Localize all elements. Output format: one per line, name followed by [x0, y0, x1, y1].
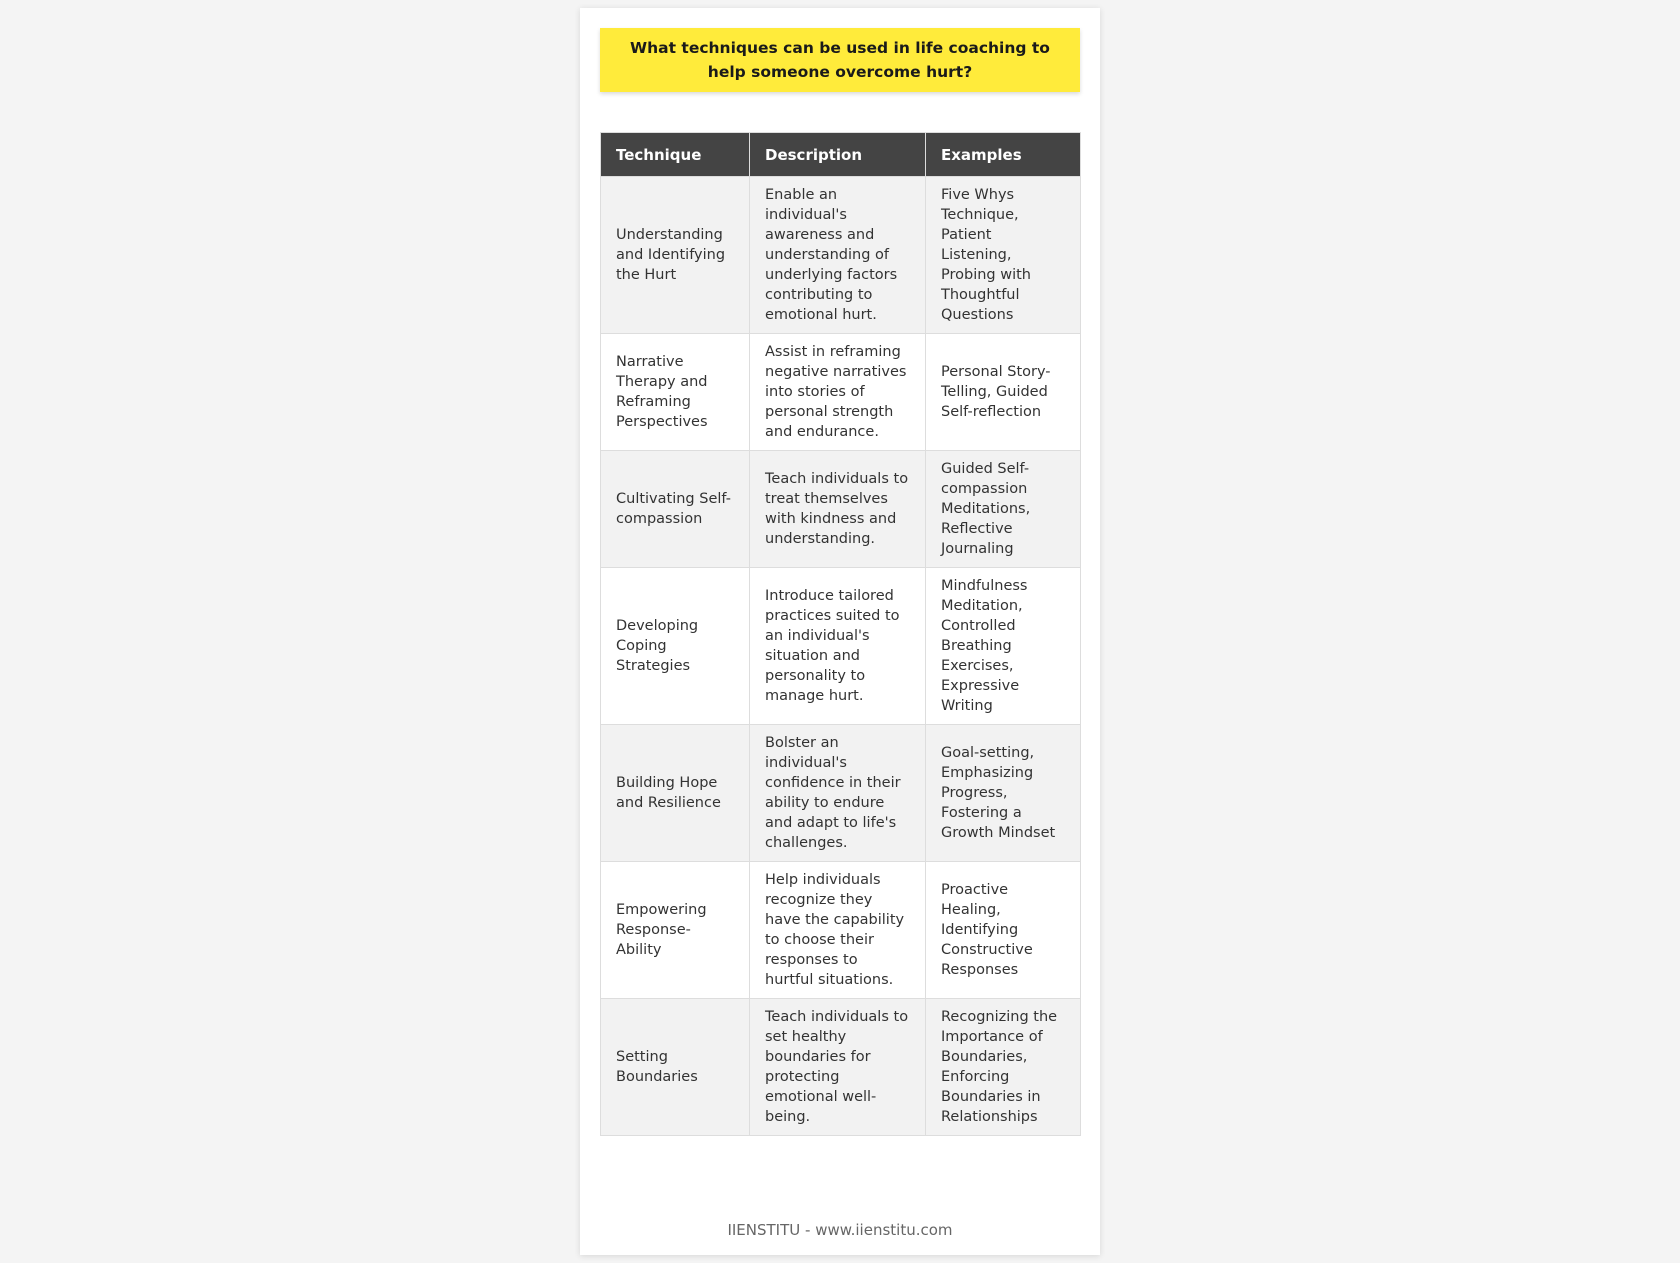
cell-examples: Mindfulness Meditation, Controlled Breathing Exercises, Expressive Writing	[926, 568, 1081, 725]
cell-examples: Recognizing the Importance of Boundaries, Enforcing Boundaries in Relationships	[926, 999, 1081, 1136]
cell-technique: Narrative Therapy and Reframing Perspectives	[601, 334, 750, 451]
cell-description: Teach individuals to set healthy boundaries for protecting emotional well-being.	[750, 999, 926, 1136]
cell-description: Assist in reframing negative narratives into stories of personal strength and endurance.	[750, 334, 926, 451]
techniques-table	[600, 132, 1081, 1136]
table-row	[601, 451, 1081, 568]
cell-technique: Developing Coping Strategies	[601, 568, 750, 725]
table-row	[601, 725, 1081, 862]
table-row	[601, 177, 1081, 334]
title-banner	[600, 28, 1080, 92]
cell-technique: Understanding and Identifying the Hurt	[601, 177, 750, 334]
cell-description: Bolster an individual's confidence in their ability to endure and adapt to life's challenges.	[750, 725, 926, 862]
cell-examples: Goal-setting, Emphasizing Progress, Fostering a Growth Mindset	[926, 725, 1081, 862]
table-row	[601, 334, 1081, 451]
cell-examples: Five Whys Technique, Patient Listening, Probing with Thoughtful Questions	[926, 177, 1081, 334]
cell-technique: Cultivating Self-compassion	[601, 451, 750, 568]
cell-technique: Empowering Response-Ability	[601, 862, 750, 999]
cell-examples: Guided Self-compassion Meditations, Reflective Journaling	[926, 451, 1081, 568]
cell-description: Help individuals recognize they have the capability to choose their responses to hurtful situations.	[750, 862, 926, 999]
cell-examples: Personal Story-Telling, Guided Self-reflection	[926, 334, 1081, 451]
cell-technique: Setting Boundaries	[601, 999, 750, 1136]
cell-description: Enable an individual's awareness and understanding of underlying factors contributing to emotional hurt.	[750, 177, 926, 334]
table-header-row	[601, 133, 1081, 177]
content-card	[580, 8, 1100, 1255]
table-row	[601, 999, 1081, 1136]
cell-description: Teach individuals to treat themselves with kindness and understanding.	[750, 451, 926, 568]
table-row	[601, 862, 1081, 999]
cell-technique: Building Hope and Resilience	[601, 725, 750, 862]
table-row	[601, 568, 1081, 725]
header-examples: Examples	[926, 133, 1081, 177]
cell-description: Introduce tailored practices suited to an individual's situation and personality to manage hurt.	[750, 568, 926, 725]
cell-examples: Proactive Healing, Identifying Constructive Responses	[926, 862, 1081, 999]
header-technique: Technique	[601, 133, 750, 177]
footer-credit: IIENSTITU - www.iienstitu.com	[727, 1221, 953, 1239]
header-description: Description	[750, 133, 926, 177]
page-title: What techniques can be used in life coaching to help someone overcome hurt?	[630, 39, 1050, 81]
